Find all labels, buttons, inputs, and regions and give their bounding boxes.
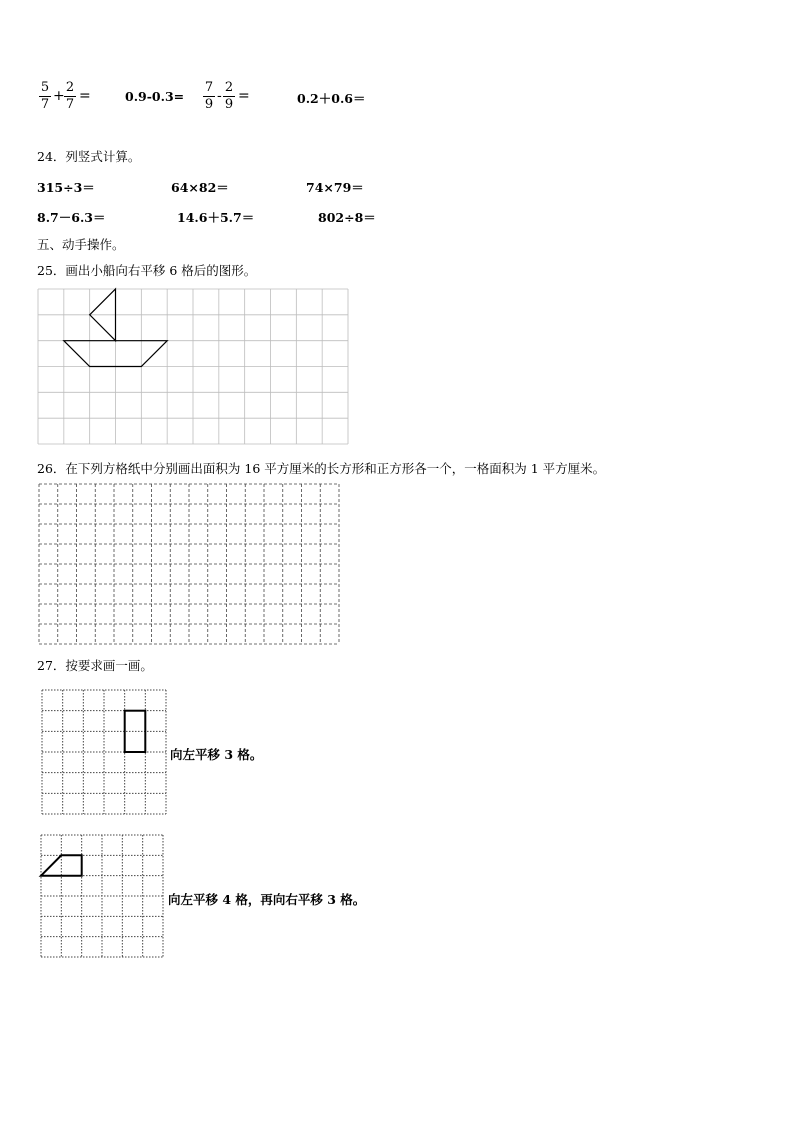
dashed-grid-paper [39, 484, 339, 644]
calc-8.7-minus-6.3: 8.7－6.3＝ [37, 210, 106, 225]
fraction-7-9 [202, 80, 216, 113]
expression-0.9-0.3: 0.9-0.3= [125, 89, 185, 104]
plus-sign: + [53, 88, 65, 104]
grid-lines [39, 484, 339, 644]
denominator: 7 [40, 97, 50, 112]
fraction-2-9 [222, 80, 236, 113]
question-27-title: 27．按要求画一画。 [37, 658, 153, 673]
task-1-instruction: 向左平移 3 格。 [170, 747, 263, 762]
numerator: 7 [204, 80, 214, 95]
question-26-title: 26．在下列方格纸中分别画出面积为 16 平方厘米的长方形和正方形各一个，一格面积为 1 平方厘米。 [37, 461, 606, 476]
calc-74-times-79: 74×79＝ [306, 180, 364, 195]
section-5-title: 五、动手操作。 [37, 237, 125, 252]
denominator: 9 [204, 97, 214, 112]
denominator: 7 [65, 97, 75, 112]
fraction-2-7 [63, 80, 77, 113]
boat-grid [38, 289, 348, 444]
grid-lines [41, 835, 163, 957]
equals-sign: = [238, 88, 250, 104]
question-24-title: 24．列竖式计算。 [37, 149, 141, 164]
task-2-instruction: 向左平移 4 格，再向右平移 3 格。 [168, 892, 366, 907]
equals-sign: = [79, 88, 91, 104]
minus-sign: - [217, 88, 222, 104]
question-25-title: 25．画出小船向右平移 6 格后的图形。 [37, 263, 257, 278]
grid-lines [38, 289, 348, 444]
numerator: 5 [40, 80, 50, 95]
fraction-5-7 [38, 80, 52, 113]
denominator: 9 [224, 97, 234, 112]
grid-lines [42, 690, 166, 814]
calc-802-div-8: 802÷8＝ [318, 210, 376, 225]
calc-315-div-3: 315÷3＝ [37, 180, 95, 195]
numerator: 2 [65, 80, 75, 95]
numerator: 2 [224, 80, 234, 95]
expression-0.2+0.6: 0.2＋0.6＝ [297, 91, 366, 106]
translation-grid-1 [42, 690, 166, 814]
calc-14.6-plus-5.7: 14.6＋5.7＝ [177, 210, 255, 225]
translation-grid-2 [41, 835, 163, 957]
calc-64-times-82: 64×82＝ [171, 180, 229, 195]
